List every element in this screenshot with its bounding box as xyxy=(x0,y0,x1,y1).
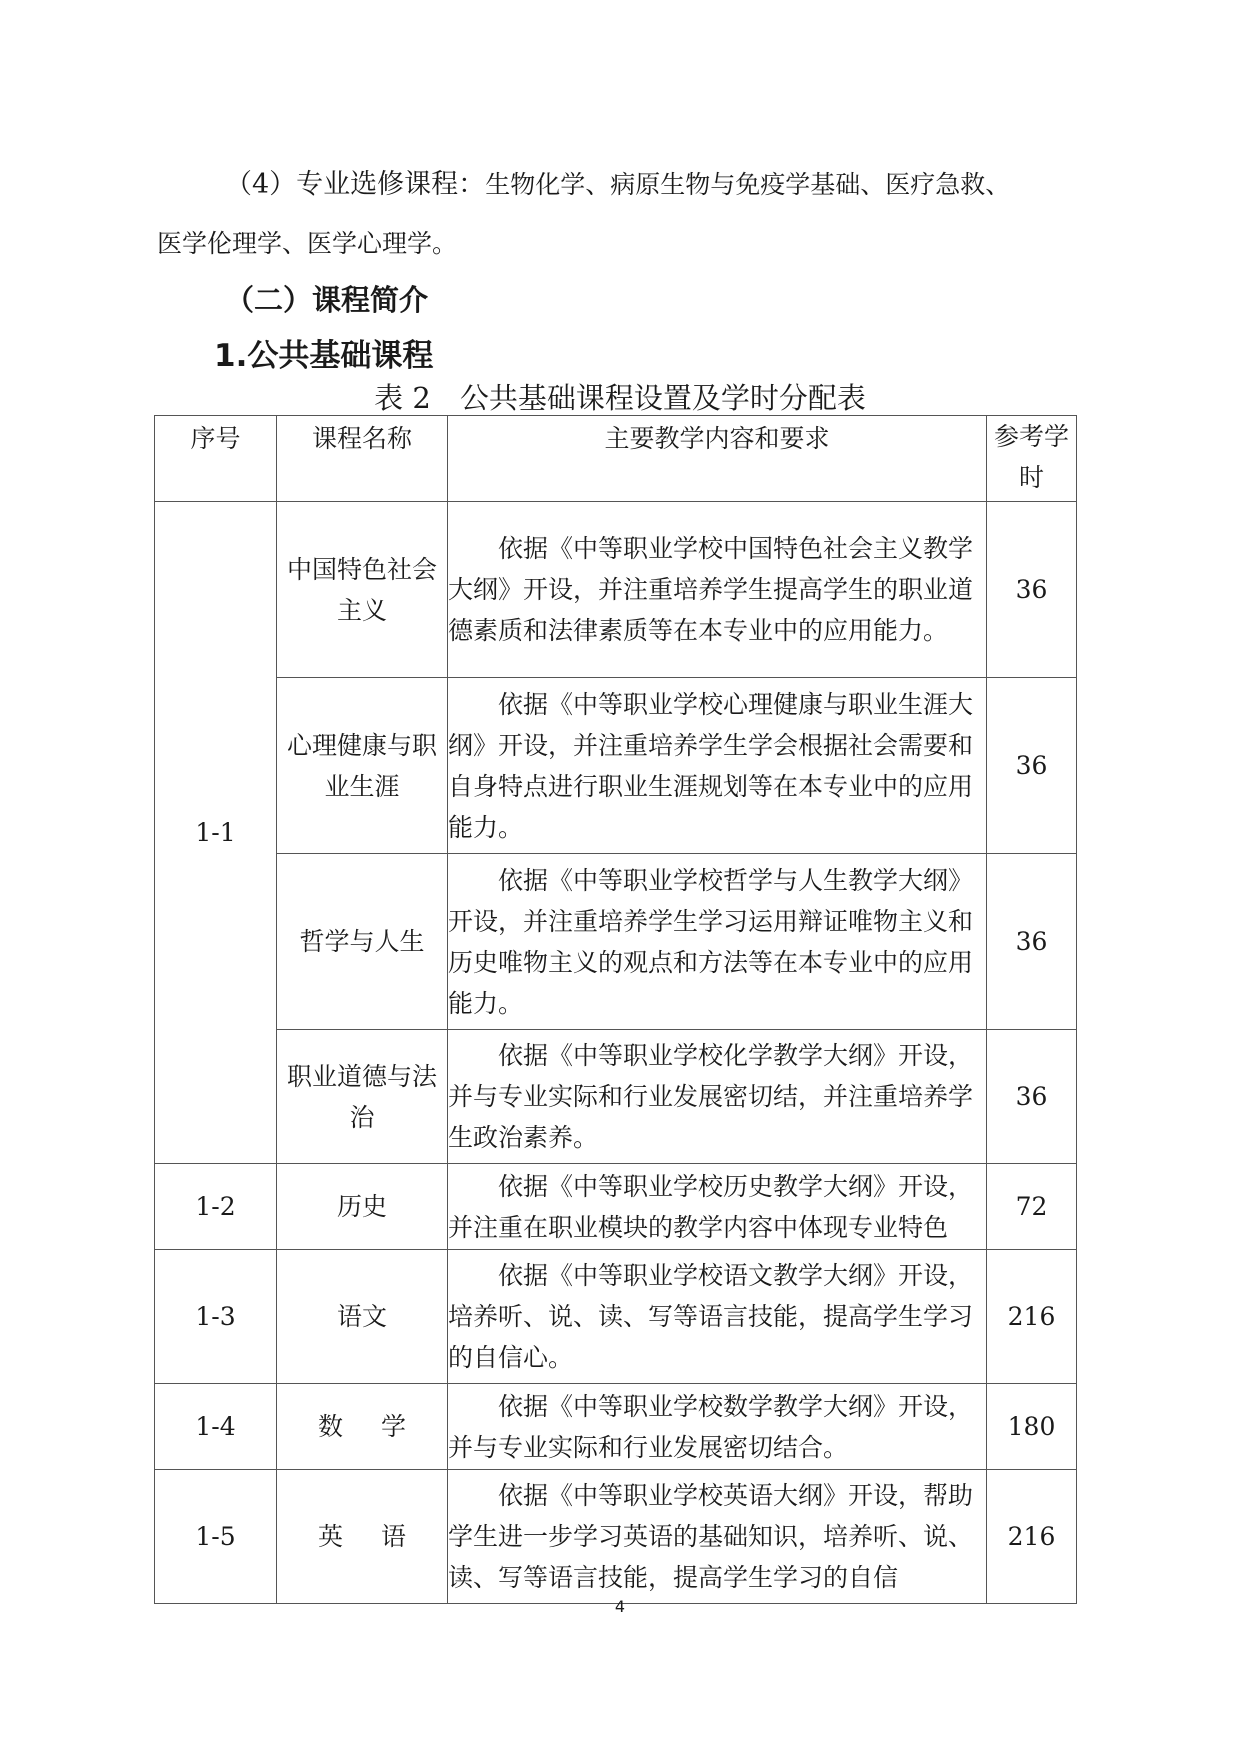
header-course-name: 课程名称 xyxy=(277,416,448,502)
hours-cell: 72 xyxy=(987,1164,1077,1250)
course-name-cell: 历史 xyxy=(277,1164,448,1250)
description-cell: 依据《中等职业学校历史教学大纲》开设，并注重在职业模块的教学内容中体现专业特色 xyxy=(448,1164,987,1250)
elective-courses-paragraph xyxy=(225,162,1010,201)
table-row xyxy=(155,1164,1077,1250)
hours-cell: 36 xyxy=(987,502,1077,678)
serial-cell: 1-1 xyxy=(155,502,277,1164)
course-name-cell: 英语 xyxy=(277,1470,448,1604)
subsection-heading: 1.公共基础课程 xyxy=(214,338,434,374)
elective-courses-label: （4）专业选修课程： xyxy=(225,169,486,200)
description-cell: 依据《中等职业学校语文教学大纲》开设，培养听、说、读、写等语言技能，提高学生学习的自信心。 xyxy=(448,1250,987,1384)
hours-cell: 180 xyxy=(987,1384,1077,1470)
table-row xyxy=(155,502,1077,678)
serial-cell: 1-4 xyxy=(155,1384,277,1470)
course-name-cell: 职业道德与法治 xyxy=(277,1030,448,1164)
section-heading: （二）课程简介 xyxy=(225,283,429,317)
table-row xyxy=(155,1384,1077,1470)
course-name-cell: 中国特色社会主义 xyxy=(277,502,448,678)
description-cell: 依据《中等职业学校哲学与人生教学大纲》开设，并注重培养学生学习运用辩证唯物主义和历史唯物主义的观点和方法等在本专业中的应用能力。 xyxy=(448,854,987,1030)
hours-cell: 36 xyxy=(987,1030,1077,1164)
course-name-cell: 语文 xyxy=(277,1250,448,1384)
header-serial: 序号 xyxy=(155,416,277,502)
description-cell: 依据《中等职业学校数学教学大纲》开设，并与专业实际和行业发展密切结合。 xyxy=(448,1384,987,1470)
table-row xyxy=(155,678,1077,854)
course-table xyxy=(154,415,1077,1604)
course-name-cell: 哲学与人生 xyxy=(277,854,448,1030)
elective-courses-list: 生物化学、病原生物与免疫学基础、医疗急救、 xyxy=(485,170,1011,199)
table-caption: 表 2 公共基础课程设置及学时分配表 xyxy=(374,381,866,415)
description-cell: 依据《中等职业学校心理健康与职业生涯大纲》开设，并注重培养学生学会根据社会需要和自身特点进行职业生涯规划等在本专业中的应用能力。 xyxy=(448,678,987,854)
course-name-cell: 数学 xyxy=(277,1384,448,1470)
hours-cell: 36 xyxy=(987,678,1077,854)
header-hours: 参考学时 xyxy=(987,416,1077,502)
table-header-row xyxy=(155,416,1077,502)
table-row xyxy=(155,1250,1077,1384)
table-row xyxy=(155,1030,1077,1164)
description-cell: 依据《中等职业学校中国特色社会主义教学大纲》开设，并注重培养学生提高学生的职业道德素质和法律素质等在本专业中的应用能力。 xyxy=(448,502,987,678)
hours-cell: 216 xyxy=(987,1250,1077,1384)
serial-cell: 1-3 xyxy=(155,1250,277,1384)
hours-cell: 36 xyxy=(987,854,1077,1030)
table-row xyxy=(155,1470,1077,1604)
course-name-cell: 心理健康与职业生涯 xyxy=(277,678,448,854)
serial-cell: 1-5 xyxy=(155,1470,277,1604)
description-cell: 依据《中等职业学校英语大纲》开设，帮助学生进一步学习英语的基础知识，培养听、说、读、写等语言技能，提高学生学习的自信 xyxy=(448,1470,987,1604)
serial-cell: 1-2 xyxy=(155,1164,277,1250)
header-content: 主要教学内容和要求 xyxy=(448,416,987,502)
description-cell: 依据《中等职业学校化学教学大纲》开设，并与专业实际和行业发展密切结，并注重培养学生政治素养。 xyxy=(448,1030,987,1164)
table-row xyxy=(155,854,1077,1030)
hours-cell: 216 xyxy=(987,1470,1077,1604)
elective-courses-continuation: 医学伦理学、医学心理学。 xyxy=(157,229,458,258)
page-number: 4 xyxy=(614,1597,626,1616)
